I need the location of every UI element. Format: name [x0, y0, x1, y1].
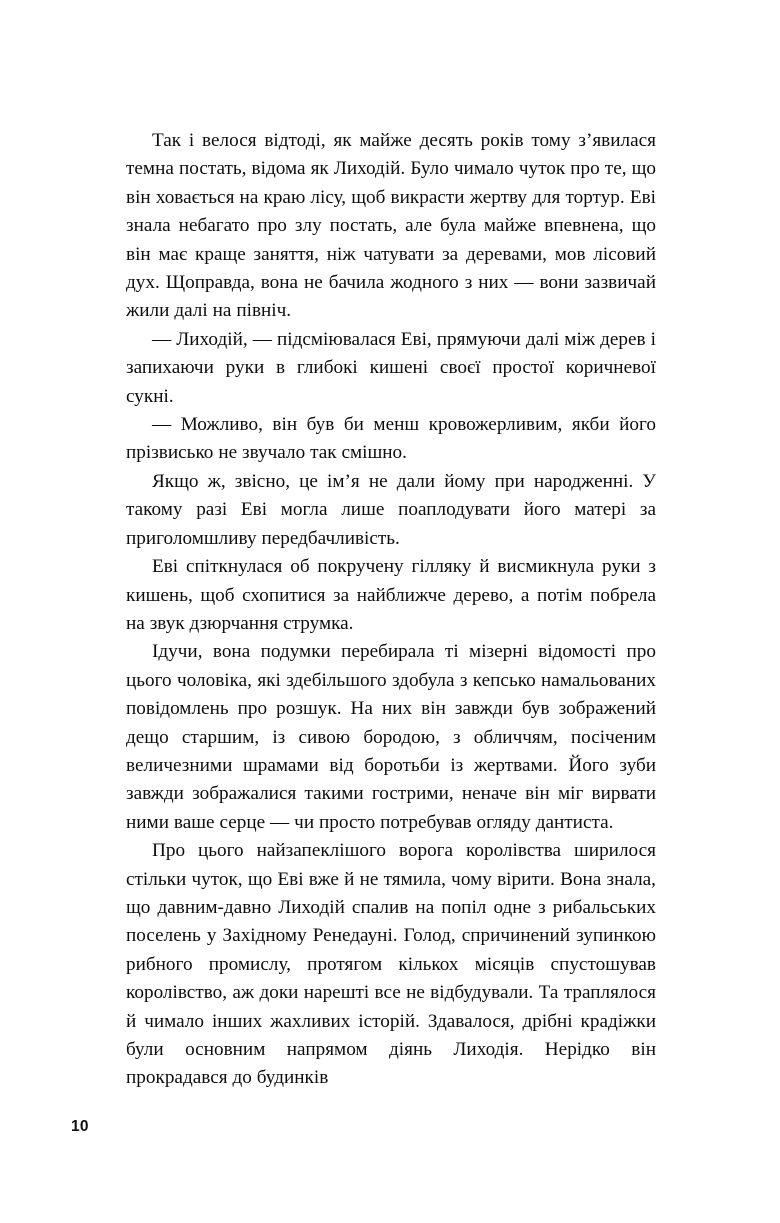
paragraph: Ідучи, вона подумки перебирала ті мізерні відомості про цього чоловіка, які здебільшого здобула з кепсько намальованих повідомлень про розшук. На них він завжди був зображений дещо старшим, із сивою бородою, з обличчям, посіченим величезними шрамами від боротьби із жертвами. Його зуби завжди зображалися такими гострими, неначе він міг вирвати ними ваше серце — чи просто потребував огляду дантиста. — [126, 641, 656, 833]
page-number: 10 — [71, 1118, 89, 1135]
paragraph: Якщо ж, звісно, це ім’я не дали йому при народженні. У такому разі Еві могла лише поаплодувати його матері за приголомшливу передбачливість. — [126, 470, 656, 549]
paragraph: Еві спіткнулася об покручену гілляку й висмикнула руки з кишень, щоб схопитися за найближче дерево, а потім побрела на звук дзюрчання струмка. — [126, 556, 656, 634]
paragraph: Так і велося відтоді, як майже десять років тому з’явилася темна постать, відома як Лиходій. Було чимало чуток про те, що він ховається на краю лісу, щоб викрасти жертву для тортур. Еві знала небагато про злу постать, але була майже впевнена, що він має краще заняття, ніж чатувати за деревами, мов лісовий дух. Щоправда, вона не бачила жодного з них — вони зазвичай жили далі на північ. — [126, 130, 656, 322]
paragraph: Про цього найзапеклішого ворога королівства ширилося стільки чуток, що Еві вже й не тямила, чому вірити. Вона знала, що давним-давно Лиходій спалив на попіл одне з рибальських поселень у Західному Ренедауні. Голод, спричинений зупинкою рибного промислу, протягом кількох місяців спустошував королівство, аж доки нарешті все не відбудували. Та траплялося й чимало інших жахливих історій. Здавалося, дрібні крадіжки були основним напрямом діянь Лиходія. Нерідко він прокрадався до будинків — [126, 840, 656, 1089]
paragraph: — Можливо, він був би менш кровожерливим, якби його прізвисько не звучало так смішно. — [126, 414, 656, 464]
body-text-block — [126, 127, 656, 1093]
paragraph: — Лиходій, — підсміювалася Еві, прямуючи далі між дерев і запихаючи руки в глибокі кишені своєї простої коричневої сукні. — [126, 328, 656, 407]
